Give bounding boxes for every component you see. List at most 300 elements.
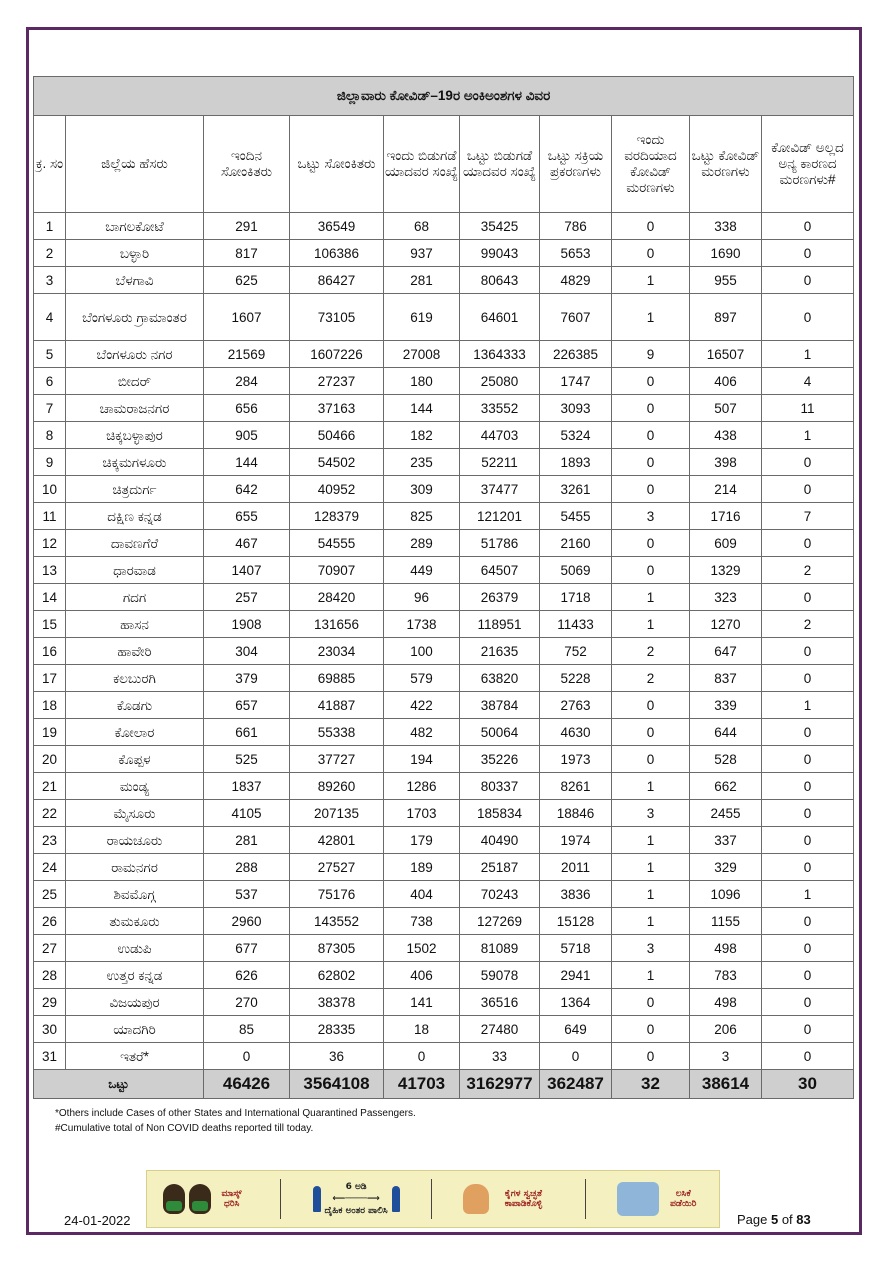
row-sl: 1 bbox=[34, 213, 66, 240]
row-total-deaths: 3 bbox=[690, 1043, 762, 1070]
total-row bbox=[34, 1070, 854, 1099]
row-total-discharged: 80337 bbox=[460, 773, 540, 800]
row-active: 1747 bbox=[540, 368, 612, 395]
row-today-cases: 281 bbox=[204, 827, 290, 854]
table-row bbox=[34, 341, 854, 368]
row-total-deaths: 498 bbox=[690, 989, 762, 1016]
col-header-today-discharged: ಇಂದು ಬಿಡುಗಡೆ ಯಾದವರ ಸಂಖ್ಯೆ bbox=[384, 116, 460, 213]
row-total-deaths: 406 bbox=[690, 368, 762, 395]
row-sl: 29 bbox=[34, 989, 66, 1016]
row-active: 649 bbox=[540, 1016, 612, 1043]
row-today-discharged: 27008 bbox=[384, 341, 460, 368]
row-today-discharged: 289 bbox=[384, 530, 460, 557]
row-total-discharged: 50064 bbox=[460, 719, 540, 746]
row-total-cases: 27527 bbox=[290, 854, 384, 881]
col-header-total-deaths: ಒಟ್ಟು ಕೋವಿಡ್ ಮರಣಗಳು bbox=[690, 116, 762, 213]
table-row bbox=[34, 800, 854, 827]
row-active: 3093 bbox=[540, 395, 612, 422]
row-total-discharged: 51786 bbox=[460, 530, 540, 557]
row-total-cases: 23034 bbox=[290, 638, 384, 665]
row-today-discharged: 422 bbox=[384, 692, 460, 719]
row-today-deaths: 0 bbox=[612, 449, 690, 476]
row-sl: 25 bbox=[34, 881, 66, 908]
total-non-covid-deaths: 30 bbox=[762, 1070, 854, 1099]
row-sl: 24 bbox=[34, 854, 66, 881]
row-total-deaths: 783 bbox=[690, 962, 762, 989]
row-active: 3261 bbox=[540, 476, 612, 503]
hands-text: ಕೈಗಳ ಸ್ವಚ್ಛತೆ ಕಾಪಾಡಿಕೊಳ್ಳಿ bbox=[504, 1189, 543, 1209]
row-non-covid-deaths: 0 bbox=[762, 240, 854, 267]
table-row bbox=[34, 584, 854, 611]
row-total-cases: 27237 bbox=[290, 368, 384, 395]
row-today-cases: 525 bbox=[204, 746, 290, 773]
row-total-deaths: 528 bbox=[690, 746, 762, 773]
row-today-cases: 537 bbox=[204, 881, 290, 908]
row-today-cases: 642 bbox=[204, 476, 290, 503]
masked-face-icon bbox=[189, 1184, 211, 1214]
row-total-deaths: 2455 bbox=[690, 800, 762, 827]
row-active: 2941 bbox=[540, 962, 612, 989]
row-total-deaths: 206 bbox=[690, 1016, 762, 1043]
row-sl: 31 bbox=[34, 1043, 66, 1070]
row-non-covid-deaths: 0 bbox=[762, 267, 854, 294]
table-row bbox=[34, 611, 854, 638]
row-total-cases: 37163 bbox=[290, 395, 384, 422]
row-today-deaths: 1 bbox=[612, 881, 690, 908]
row-sl: 22 bbox=[34, 800, 66, 827]
row-total-cases: 40952 bbox=[290, 476, 384, 503]
row-district: ಚಾಮರಾಜನಗರ bbox=[66, 395, 204, 422]
row-today-deaths: 0 bbox=[612, 476, 690, 503]
row-sl: 10 bbox=[34, 476, 66, 503]
row-today-discharged: 18 bbox=[384, 1016, 460, 1043]
row-non-covid-deaths: 1 bbox=[762, 341, 854, 368]
table-row bbox=[34, 530, 854, 557]
row-total-cases: 42801 bbox=[290, 827, 384, 854]
row-total-cases: 50466 bbox=[290, 422, 384, 449]
row-total-discharged: 27480 bbox=[460, 1016, 540, 1043]
row-total-cases: 62802 bbox=[290, 962, 384, 989]
row-total-cases: 87305 bbox=[290, 935, 384, 962]
row-total-cases: 207135 bbox=[290, 800, 384, 827]
row-total-discharged: 63820 bbox=[460, 665, 540, 692]
row-today-discharged: 182 bbox=[384, 422, 460, 449]
row-total-discharged: 21635 bbox=[460, 638, 540, 665]
row-today-discharged: 579 bbox=[384, 665, 460, 692]
row-district: ಚಿಕ್ಕಮಗಳೂರು bbox=[66, 449, 204, 476]
row-non-covid-deaths: 2 bbox=[762, 611, 854, 638]
table-row bbox=[34, 294, 854, 341]
row-total-discharged: 35226 bbox=[460, 746, 540, 773]
row-today-discharged: 406 bbox=[384, 962, 460, 989]
row-district: ರಾಮನಗರ bbox=[66, 854, 204, 881]
row-total-deaths: 897 bbox=[690, 294, 762, 341]
row-total-discharged: 40490 bbox=[460, 827, 540, 854]
safety-banner bbox=[146, 1170, 720, 1228]
row-today-discharged: 825 bbox=[384, 503, 460, 530]
row-total-discharged: 59078 bbox=[460, 962, 540, 989]
row-active: 4829 bbox=[540, 267, 612, 294]
row-active: 752 bbox=[540, 638, 612, 665]
row-total-discharged: 1364333 bbox=[460, 341, 540, 368]
col-header-district: ಜಿಲ್ಲೆಯ ಹೆಸರು bbox=[66, 116, 204, 213]
row-total-cases: 89260 bbox=[290, 773, 384, 800]
row-sl: 17 bbox=[34, 665, 66, 692]
row-total-cases: 38378 bbox=[290, 989, 384, 1016]
row-district: ದಾವಣಗೆರೆ bbox=[66, 530, 204, 557]
row-district: ಯಾದಗಿರಿ bbox=[66, 1016, 204, 1043]
table-row bbox=[34, 881, 854, 908]
row-sl: 5 bbox=[34, 341, 66, 368]
row-today-cases: 379 bbox=[204, 665, 290, 692]
total-total-cases: 3564108 bbox=[290, 1070, 384, 1099]
row-today-deaths: 2 bbox=[612, 638, 690, 665]
row-non-covid-deaths: 0 bbox=[762, 294, 854, 341]
row-total-deaths: 507 bbox=[690, 395, 762, 422]
row-sl: 14 bbox=[34, 584, 66, 611]
row-district: ದಕ್ಷಿಣ ಕನ್ನಡ bbox=[66, 503, 204, 530]
page-current: 5 bbox=[770, 1212, 779, 1227]
masked-face-icon bbox=[163, 1184, 185, 1214]
arrow-icon: ⟵────⟶ bbox=[332, 1194, 380, 1204]
row-today-deaths: 0 bbox=[612, 1043, 690, 1070]
row-total-deaths: 1690 bbox=[690, 240, 762, 267]
row-active: 1893 bbox=[540, 449, 612, 476]
row-today-discharged: 937 bbox=[384, 240, 460, 267]
row-active: 2160 bbox=[540, 530, 612, 557]
row-total-cases: 69885 bbox=[290, 665, 384, 692]
row-active: 1974 bbox=[540, 827, 612, 854]
table-row bbox=[34, 1043, 854, 1070]
row-today-cases: 1908 bbox=[204, 611, 290, 638]
row-non-covid-deaths: 0 bbox=[762, 989, 854, 1016]
row-today-deaths: 1 bbox=[612, 827, 690, 854]
row-today-deaths: 0 bbox=[612, 422, 690, 449]
divider bbox=[431, 1179, 432, 1219]
row-total-deaths: 1716 bbox=[690, 503, 762, 530]
table-row bbox=[34, 422, 854, 449]
row-total-cases: 106386 bbox=[290, 240, 384, 267]
table-row bbox=[34, 746, 854, 773]
row-today-deaths: 3 bbox=[612, 800, 690, 827]
row-non-covid-deaths: 0 bbox=[762, 1043, 854, 1070]
row-today-discharged: 309 bbox=[384, 476, 460, 503]
table-row bbox=[34, 692, 854, 719]
col-header-active: ಒಟ್ಟು ಸಕ್ರಿಯ ಪ್ರಕರಣಗಳು bbox=[540, 116, 612, 213]
row-today-discharged: 144 bbox=[384, 395, 460, 422]
row-total-deaths: 647 bbox=[690, 638, 762, 665]
row-non-covid-deaths: 0 bbox=[762, 449, 854, 476]
table-row bbox=[34, 638, 854, 665]
row-sl: 11 bbox=[34, 503, 66, 530]
row-today-cases: 656 bbox=[204, 395, 290, 422]
row-today-cases: 661 bbox=[204, 719, 290, 746]
row-sl: 4 bbox=[34, 294, 66, 341]
vaccine-segment bbox=[617, 1182, 703, 1216]
table-row bbox=[34, 449, 854, 476]
row-today-cases: 288 bbox=[204, 854, 290, 881]
row-non-covid-deaths: 7 bbox=[762, 503, 854, 530]
row-today-discharged: 141 bbox=[384, 989, 460, 1016]
row-non-covid-deaths: 1 bbox=[762, 881, 854, 908]
row-non-covid-deaths: 0 bbox=[762, 213, 854, 240]
row-non-covid-deaths: 0 bbox=[762, 1016, 854, 1043]
table-row bbox=[34, 827, 854, 854]
page-of: of bbox=[778, 1212, 797, 1227]
distance-text-top: 6 ಅಡಿ bbox=[345, 1182, 367, 1192]
table-row bbox=[34, 503, 854, 530]
handwash-segment bbox=[463, 1184, 553, 1214]
row-today-discharged: 738 bbox=[384, 908, 460, 935]
row-today-deaths: 1 bbox=[612, 908, 690, 935]
row-today-deaths: 3 bbox=[612, 503, 690, 530]
row-today-discharged: 1502 bbox=[384, 935, 460, 962]
mask-segment bbox=[163, 1184, 249, 1214]
row-non-covid-deaths: 0 bbox=[762, 638, 854, 665]
row-active: 7607 bbox=[540, 294, 612, 341]
row-today-discharged: 68 bbox=[384, 213, 460, 240]
row-district: ಚಿಕ್ಕಬಳ್ಳಾಪುರ bbox=[66, 422, 204, 449]
row-today-discharged: 179 bbox=[384, 827, 460, 854]
row-district: ಉತ್ತರ ಕನ್ನಡ bbox=[66, 962, 204, 989]
row-today-cases: 144 bbox=[204, 449, 290, 476]
page-total: 83 bbox=[796, 1212, 811, 1227]
row-active: 1718 bbox=[540, 584, 612, 611]
row-active: 4630 bbox=[540, 719, 612, 746]
row-total-cases: 86427 bbox=[290, 267, 384, 294]
row-district: ಮೈಸೂರು bbox=[66, 800, 204, 827]
row-total-deaths: 329 bbox=[690, 854, 762, 881]
row-today-deaths: 1 bbox=[612, 854, 690, 881]
total-today-discharged: 41703 bbox=[384, 1070, 460, 1099]
row-today-deaths: 0 bbox=[612, 395, 690, 422]
table-row bbox=[34, 962, 854, 989]
row-active: 11433 bbox=[540, 611, 612, 638]
row-total-deaths: 214 bbox=[690, 476, 762, 503]
row-total-discharged: 33 bbox=[460, 1043, 540, 1070]
row-district: ಇತರೆ* bbox=[66, 1043, 204, 1070]
row-non-covid-deaths: 0 bbox=[762, 773, 854, 800]
row-today-cases: 467 bbox=[204, 530, 290, 557]
row-total-deaths: 438 bbox=[690, 422, 762, 449]
total-total-deaths: 38614 bbox=[690, 1070, 762, 1099]
row-total-deaths: 16507 bbox=[690, 341, 762, 368]
row-today-cases: 905 bbox=[204, 422, 290, 449]
row-total-discharged: 64507 bbox=[460, 557, 540, 584]
row-district: ರಾಯಚೂರು bbox=[66, 827, 204, 854]
row-total-deaths: 609 bbox=[690, 530, 762, 557]
row-non-covid-deaths: 0 bbox=[762, 719, 854, 746]
row-today-discharged: 281 bbox=[384, 267, 460, 294]
row-district: ಕೊಡಗು bbox=[66, 692, 204, 719]
table-row bbox=[34, 908, 854, 935]
row-total-cases: 54502 bbox=[290, 449, 384, 476]
table-row bbox=[34, 989, 854, 1016]
row-active: 18846 bbox=[540, 800, 612, 827]
row-today-discharged: 0 bbox=[384, 1043, 460, 1070]
page-prefix: Page bbox=[737, 1212, 771, 1227]
row-non-covid-deaths: 1 bbox=[762, 422, 854, 449]
row-sl: 6 bbox=[34, 368, 66, 395]
row-active: 226385 bbox=[540, 341, 612, 368]
total-today-deaths: 32 bbox=[612, 1070, 690, 1099]
row-total-cases: 54555 bbox=[290, 530, 384, 557]
row-active: 5718 bbox=[540, 935, 612, 962]
row-sl: 16 bbox=[34, 638, 66, 665]
row-total-cases: 37727 bbox=[290, 746, 384, 773]
person-icon bbox=[313, 1186, 321, 1212]
row-today-cases: 1837 bbox=[204, 773, 290, 800]
row-total-deaths: 338 bbox=[690, 213, 762, 240]
row-district: ಬೆಂಗಳೂರು ಗ್ರಾಮಾಂತರ bbox=[66, 294, 204, 341]
row-sl: 20 bbox=[34, 746, 66, 773]
person-icon bbox=[392, 1186, 400, 1212]
row-non-covid-deaths: 0 bbox=[762, 530, 854, 557]
footnotes bbox=[55, 1106, 416, 1136]
row-today-discharged: 235 bbox=[384, 449, 460, 476]
vaccination-icon bbox=[617, 1182, 659, 1216]
row-total-deaths: 1270 bbox=[690, 611, 762, 638]
row-today-deaths: 0 bbox=[612, 530, 690, 557]
row-non-covid-deaths: 1 bbox=[762, 692, 854, 719]
row-sl: 8 bbox=[34, 422, 66, 449]
row-today-discharged: 194 bbox=[384, 746, 460, 773]
table-row bbox=[34, 368, 854, 395]
row-today-deaths: 9 bbox=[612, 341, 690, 368]
report-date: 24-01-2022 bbox=[64, 1213, 131, 1228]
row-district: ಮಂಡ್ಯ bbox=[66, 773, 204, 800]
row-today-deaths: 0 bbox=[612, 213, 690, 240]
row-non-covid-deaths: 0 bbox=[762, 584, 854, 611]
row-non-covid-deaths: 0 bbox=[762, 746, 854, 773]
table-row bbox=[34, 1016, 854, 1043]
row-today-deaths: 0 bbox=[612, 989, 690, 1016]
row-district: ಬೆಳಗಾವಿ bbox=[66, 267, 204, 294]
table-row bbox=[34, 719, 854, 746]
row-total-deaths: 955 bbox=[690, 267, 762, 294]
row-today-cases: 257 bbox=[204, 584, 290, 611]
row-active: 8261 bbox=[540, 773, 612, 800]
row-district: ಬಳ್ಳಾರಿ bbox=[66, 240, 204, 267]
row-today-cases: 291 bbox=[204, 213, 290, 240]
row-total-cases: 36 bbox=[290, 1043, 384, 1070]
row-total-discharged: 99043 bbox=[460, 240, 540, 267]
total-active: 362487 bbox=[540, 1070, 612, 1099]
row-today-discharged: 1286 bbox=[384, 773, 460, 800]
row-today-discharged: 100 bbox=[384, 638, 460, 665]
row-today-discharged: 96 bbox=[384, 584, 460, 611]
col-header-sl: ಕ್ರ. ಸಂ bbox=[34, 116, 66, 213]
row-total-deaths: 1096 bbox=[690, 881, 762, 908]
row-today-deaths: 0 bbox=[612, 368, 690, 395]
row-non-covid-deaths: 4 bbox=[762, 368, 854, 395]
row-total-cases: 128379 bbox=[290, 503, 384, 530]
row-active: 2763 bbox=[540, 692, 612, 719]
row-today-deaths: 1 bbox=[612, 611, 690, 638]
district-stats-table bbox=[33, 76, 854, 1099]
row-today-cases: 21569 bbox=[204, 341, 290, 368]
row-sl: 15 bbox=[34, 611, 66, 638]
table-title: ಜಿಲ್ಲಾವಾರು ಕೋವಿಡ್–19ರ ಅಂಕಿಅಂಶಗಳ ವಿವರ bbox=[34, 77, 854, 116]
row-active: 5324 bbox=[540, 422, 612, 449]
row-non-covid-deaths: 0 bbox=[762, 854, 854, 881]
row-total-cases: 70907 bbox=[290, 557, 384, 584]
row-sl: 28 bbox=[34, 962, 66, 989]
row-today-cases: 657 bbox=[204, 692, 290, 719]
footnote-non-covid: #Cumulative total of Non COVID deaths reported till today. bbox=[55, 1123, 314, 1134]
row-district: ಕಲಬುರಗಿ bbox=[66, 665, 204, 692]
row-total-deaths: 837 bbox=[690, 665, 762, 692]
distance-text-bottom: ದೈಹಿಕ ಅಂತರ ಪಾಲಿಸಿ bbox=[324, 1206, 388, 1216]
row-today-cases: 626 bbox=[204, 962, 290, 989]
row-sl: 23 bbox=[34, 827, 66, 854]
row-district: ಹಾಸನ bbox=[66, 611, 204, 638]
row-today-cases: 270 bbox=[204, 989, 290, 1016]
row-district: ಬೆಂಗಳೂರು ನಗರ bbox=[66, 341, 204, 368]
row-total-cases: 75176 bbox=[290, 881, 384, 908]
row-total-discharged: 33552 bbox=[460, 395, 540, 422]
row-total-discharged: 64601 bbox=[460, 294, 540, 341]
row-today-deaths: 1 bbox=[612, 773, 690, 800]
row-today-deaths: 0 bbox=[612, 557, 690, 584]
row-total-discharged: 127269 bbox=[460, 908, 540, 935]
row-today-deaths: 0 bbox=[612, 746, 690, 773]
row-today-discharged: 1703 bbox=[384, 800, 460, 827]
table-row bbox=[34, 854, 854, 881]
table-row bbox=[34, 665, 854, 692]
header-row bbox=[34, 116, 854, 213]
row-today-cases: 677 bbox=[204, 935, 290, 962]
row-active: 786 bbox=[540, 213, 612, 240]
row-district: ಉಡುಪಿ bbox=[66, 935, 204, 962]
row-sl: 26 bbox=[34, 908, 66, 935]
row-district: ಬೀದರ್ bbox=[66, 368, 204, 395]
row-today-cases: 817 bbox=[204, 240, 290, 267]
total-label: ಒಟ್ಟು bbox=[34, 1070, 204, 1099]
row-total-cases: 55338 bbox=[290, 719, 384, 746]
table-row bbox=[34, 935, 854, 962]
row-total-deaths: 644 bbox=[690, 719, 762, 746]
row-today-deaths: 1 bbox=[612, 962, 690, 989]
row-active: 3836 bbox=[540, 881, 612, 908]
table-row bbox=[34, 395, 854, 422]
row-total-cases: 73105 bbox=[290, 294, 384, 341]
row-total-discharged: 121201 bbox=[460, 503, 540, 530]
footnote-others: *Others include Cases of other States and International Quarantined Passengers. bbox=[55, 1108, 416, 1119]
row-total-deaths: 1329 bbox=[690, 557, 762, 584]
row-active: 5653 bbox=[540, 240, 612, 267]
col-header-non-covid-deaths: ಕೋವಿಡ್ ಅಲ್ಲದ ಅನ್ಯ ಕಾರಣದ ಮರಣಗಳು# bbox=[762, 116, 854, 213]
row-today-cases: 304 bbox=[204, 638, 290, 665]
row-today-discharged: 619 bbox=[384, 294, 460, 341]
row-total-cases: 143552 bbox=[290, 908, 384, 935]
row-non-covid-deaths: 11 bbox=[762, 395, 854, 422]
page-number bbox=[737, 1212, 811, 1227]
total-total-discharged: 3162977 bbox=[460, 1070, 540, 1099]
row-total-cases: 41887 bbox=[290, 692, 384, 719]
col-header-total-discharged: ಒಟ್ಟು ಬಿಡುಗಡೆ ಯಾದವರ ಸಂಖ್ಯೆ bbox=[460, 116, 540, 213]
row-today-discharged: 189 bbox=[384, 854, 460, 881]
table-row bbox=[34, 267, 854, 294]
row-today-deaths: 1 bbox=[612, 294, 690, 341]
row-non-covid-deaths: 0 bbox=[762, 827, 854, 854]
row-non-covid-deaths: 0 bbox=[762, 665, 854, 692]
row-total-cases: 28420 bbox=[290, 584, 384, 611]
row-total-discharged: 185834 bbox=[460, 800, 540, 827]
row-today-cases: 655 bbox=[204, 503, 290, 530]
col-header-today-deaths: ಇಂದು ವರದಿಯಾದ ಕೋವಿಡ್ ಮರಣಗಳು bbox=[612, 116, 690, 213]
row-sl: 30 bbox=[34, 1016, 66, 1043]
